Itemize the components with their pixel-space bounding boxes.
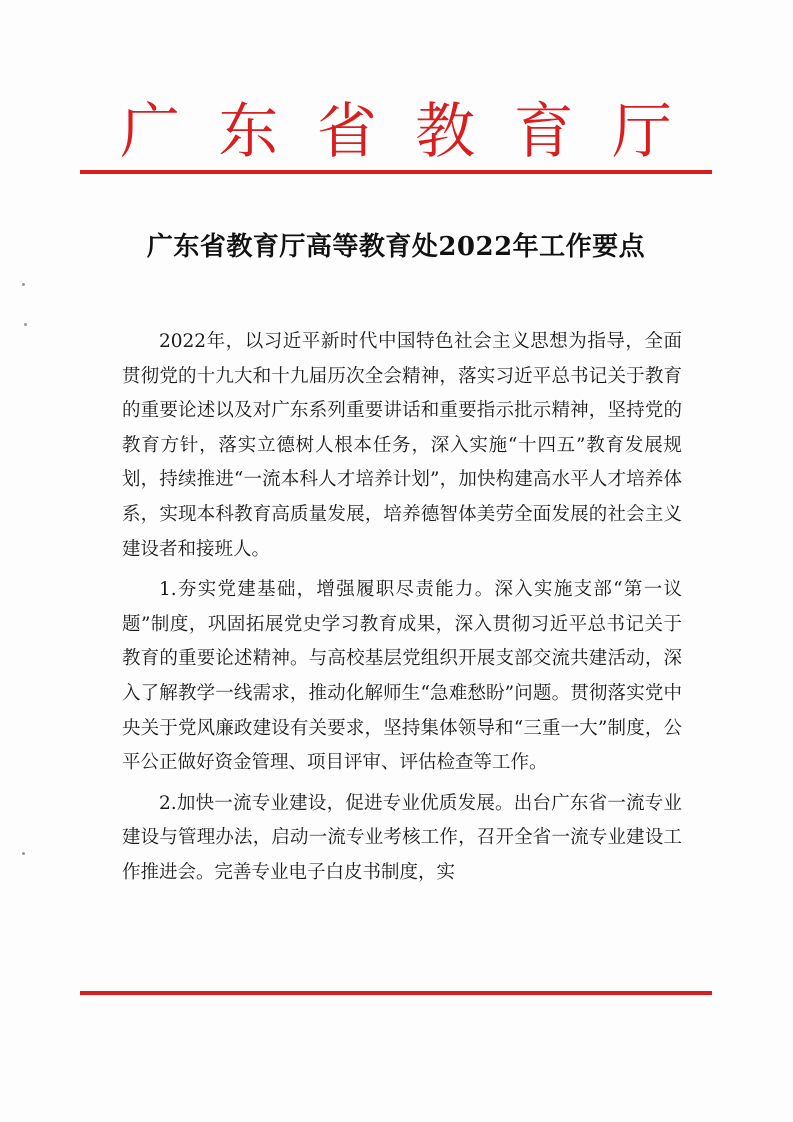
red-footer-rule [80, 991, 712, 995]
masthead-char: 东 [218, 97, 279, 167]
scan-mark [24, 323, 27, 326]
body-paragraph-item-2: 2.加快一流专业建设，促进专业优质发展。出台广东省一流专业建设与管理办法，启动一流专业考核工作，召开全省一流专业建设工作推进会。完善专业电子白皮书制度，实 [122, 792, 682, 883]
document-title: 广东省教育厅高等教育处2022年工作要点 [146, 232, 646, 262]
body-paragraph-item-1: 1.夯实党建基础，增强履职尽责能力。深入实施支部“第一议题”制度，巩固拓展党史学习教育成果，深入贯彻习近平总书记关于教育的重要论述精神。与高校基层党组织开展支部交流共建活动，深入了解教学一线需求，推动化解师生“急难愁盼”问题。贯彻落实党中央关于党风廉政建设有关要求，坚持集体领导和“三重一大”制度，公平公正做好资金管理、项目评审、评估检查等工作。 [122, 579, 682, 774]
scan-mark [22, 852, 25, 855]
red-header-rule [80, 170, 712, 174]
masthead-char: 省 [316, 97, 377, 167]
document-body [122, 325, 682, 897]
masthead-char: 教 [415, 97, 476, 167]
scan-mark [22, 283, 25, 286]
body-paragraph-intro: 2022年，以习近平新时代中国特色社会主义思想为指导，全面贯彻党的十九大和十九届历次全会精神，落实习近平总书记关于教育的重要论述以及对广东系列重要讲话和重要指示批示精神，坚持党的教育方针，落实立德树人根本任务，深入实施“十四五”教育发展规划，持续推进“一流本科人才培养计划”，加快构建高水平人才培养体系，实现本科教育高质量发展，培养德智体美劳全面发展的社会主义建设者和接班人。 [122, 331, 682, 560]
masthead-char: 厅 [611, 97, 672, 167]
masthead-char: 育 [513, 97, 574, 167]
issuer-masthead [80, 88, 712, 166]
masthead-char: 广 [120, 97, 180, 167]
